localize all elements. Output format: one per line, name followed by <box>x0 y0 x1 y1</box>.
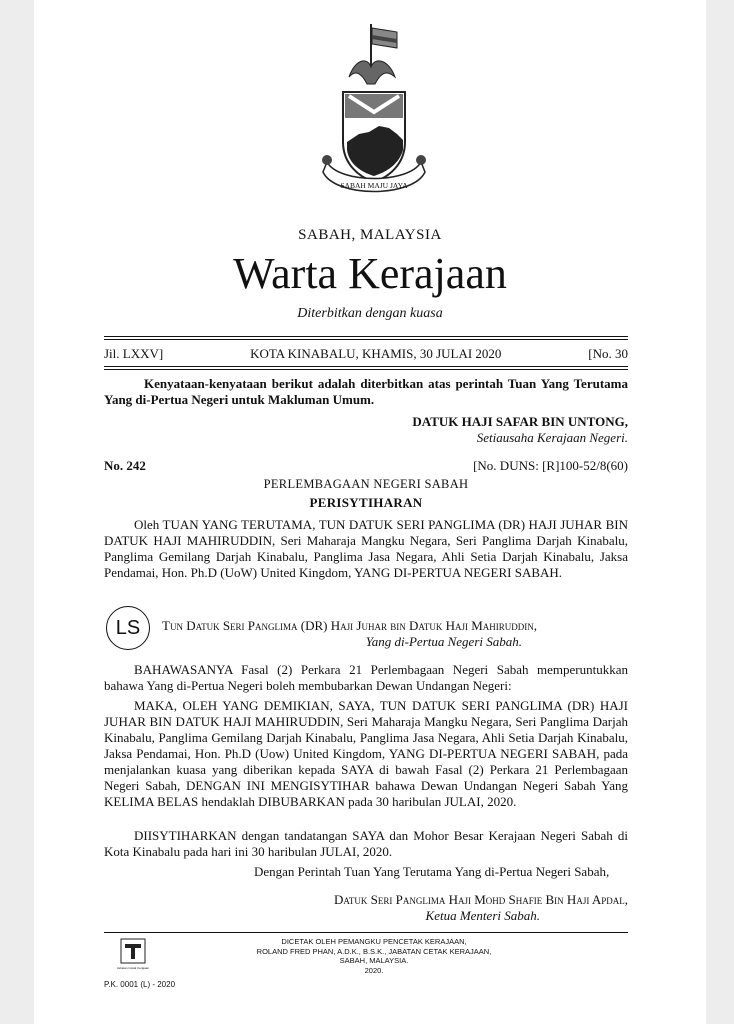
ls-title: Yang di-Pertua Negeri Sabah. <box>365 634 522 649</box>
crest-motto: SABAH MAJU JAYA <box>340 181 408 190</box>
printer-line-4: 2020. <box>364 965 384 975</box>
printer-line-1: DICETAK OLEH PEMANGKU PENCETAK KERAJAAN, <box>281 937 467 946</box>
paragraph-2: BAHAWASANYA Fasal (2) Perkara 21 Perlembagaan Negeri Sabah memperuntukkan bahawa Yang di-Pertua Negeri boleh membubarkan Dewan Undangan Negeri: <box>104 662 628 693</box>
paragraph-5: Dengan Perintah Tuan Yang Terutama Yang di-Pertua Negeri Sabah, <box>254 864 610 879</box>
printer-info <box>214 937 534 975</box>
item-subheading: PERISYTIHARAN <box>309 495 423 510</box>
double-rule-bottom <box>104 366 628 370</box>
secretary-name: DATUK HAJI SAFAR BIN UNTONG, <box>412 414 628 429</box>
printer-line-3: SABAH, MALAYSIA. <box>339 956 409 965</box>
place-date: KOTA KINABALU, KHAMIS, 30 JULAI 2020 <box>250 346 502 361</box>
paragraph-1: Oleh TUAN YANG TERUTAMA, TUN DATUK SERI PANGLIMA (DR) HAJI JUHAR BIN DATUK HAJI MAHIRUDDIN, Seri Maharaja Mangku Negara, Seri Panglima Darjah Kinabalu, Panglima Gemilang Darjah Kinabalu, Panglima Jasa Negara, Ahli Setia Darjah Kinabalu, Jaksa Pendamai, Hon. Ph.D (UoW) United Kingdom, YANG DI-PERTUA NEGERI SABAH. <box>104 517 628 580</box>
signatory-name: Datuk Seri Panglima Haji Mohd Shafie Bin Haji Apdal, <box>334 892 628 907</box>
paragraph-4: DIISYTIHARKAN dengan tandatangan SAYA dan Mohor Besar Kerajaan Negeri Sabah di Kota Kinabalu pada hari ini 30 haribulan JULAI, 2020. <box>104 828 628 859</box>
state-name: SABAH, MALAYSIA <box>298 227 442 243</box>
printer-line-2: ROLAND FRED PHAN, A.D.K., B.S.K., JABATAN CETAK KERAJAAN, <box>256 946 492 956</box>
issue-number: [No. 30 <box>588 346 628 361</box>
notice-text: Kenyataan-kenyataan berikut adalah diterbitkan atas perintah Tuan Yang Terutama Yang di-Pertua Negeri untuk Makluman Umum. <box>104 376 628 407</box>
signatory-title: Ketua Menteri Sabah. <box>425 908 540 923</box>
printing-department-logo-icon <box>116 938 150 972</box>
item-ref: [No. DUNS: [R]100-52/8(60) <box>473 458 628 473</box>
gazette-subtitle: Diterbitkan dengan kuasa <box>297 306 443 321</box>
issue-line <box>104 346 628 362</box>
sabah-crest-icon <box>309 22 439 212</box>
footer-rule <box>104 932 628 933</box>
item-heading: PERLEMBAGAAN NEGERI SABAH <box>263 477 469 491</box>
gazette-title: Warta Kerajaan <box>233 249 507 298</box>
item-number: No. 242 <box>104 458 146 473</box>
volume: Jil. LXXV] <box>104 346 164 361</box>
item-header <box>104 458 628 474</box>
ls-name: Tun Datuk Seri Panglima (DR) Haji Juhar bin Datuk Haji Mahiruddin, <box>162 618 538 633</box>
secretary-title: Setiausaha Kerajaan Negeri. <box>476 430 628 445</box>
ls-seal: LS <box>106 606 150 650</box>
print-code: P.K. 0001 (L) - 2020 <box>104 980 176 989</box>
gazette-page <box>34 0 706 1024</box>
paragraph-3: MAKA, OLEH YANG DEMIKIAN, SAYA, TUN DATUK SERI PANGLIMA (DR) HAJI JUHAR BIN DATUK HAJI MAHIRUDDIN, Seri Maharaja Mangku Negara, Seri Panglima Darjah Kinabalu, Panglima Gemilang Darjah Kinabalu, Panglima Jasa Negara, Ahli Setia Darjah Kinabalu, Jaksa Pendamai, Hon. Ph.D (Uow) United Kingdom, YANG DI-PERTUA NEGERI SABAH, pada menjalankan kuasa yang diberikan kepada SAYA di bawah Fasal (2) Perkara 21 Perlembagaan Negeri Sabah, DENGAN INI MENGISYTIHAR bahawa Dewan Undangan Negeri Sabah Yang KELIMA BELAS hendaklah DIBUBARKAN pada 30 haribulan JULAI, 2020. <box>104 698 628 809</box>
double-rule-top <box>104 336 628 340</box>
printing-logo-text: Jabatan Cetak Kerajaan <box>116 966 150 970</box>
